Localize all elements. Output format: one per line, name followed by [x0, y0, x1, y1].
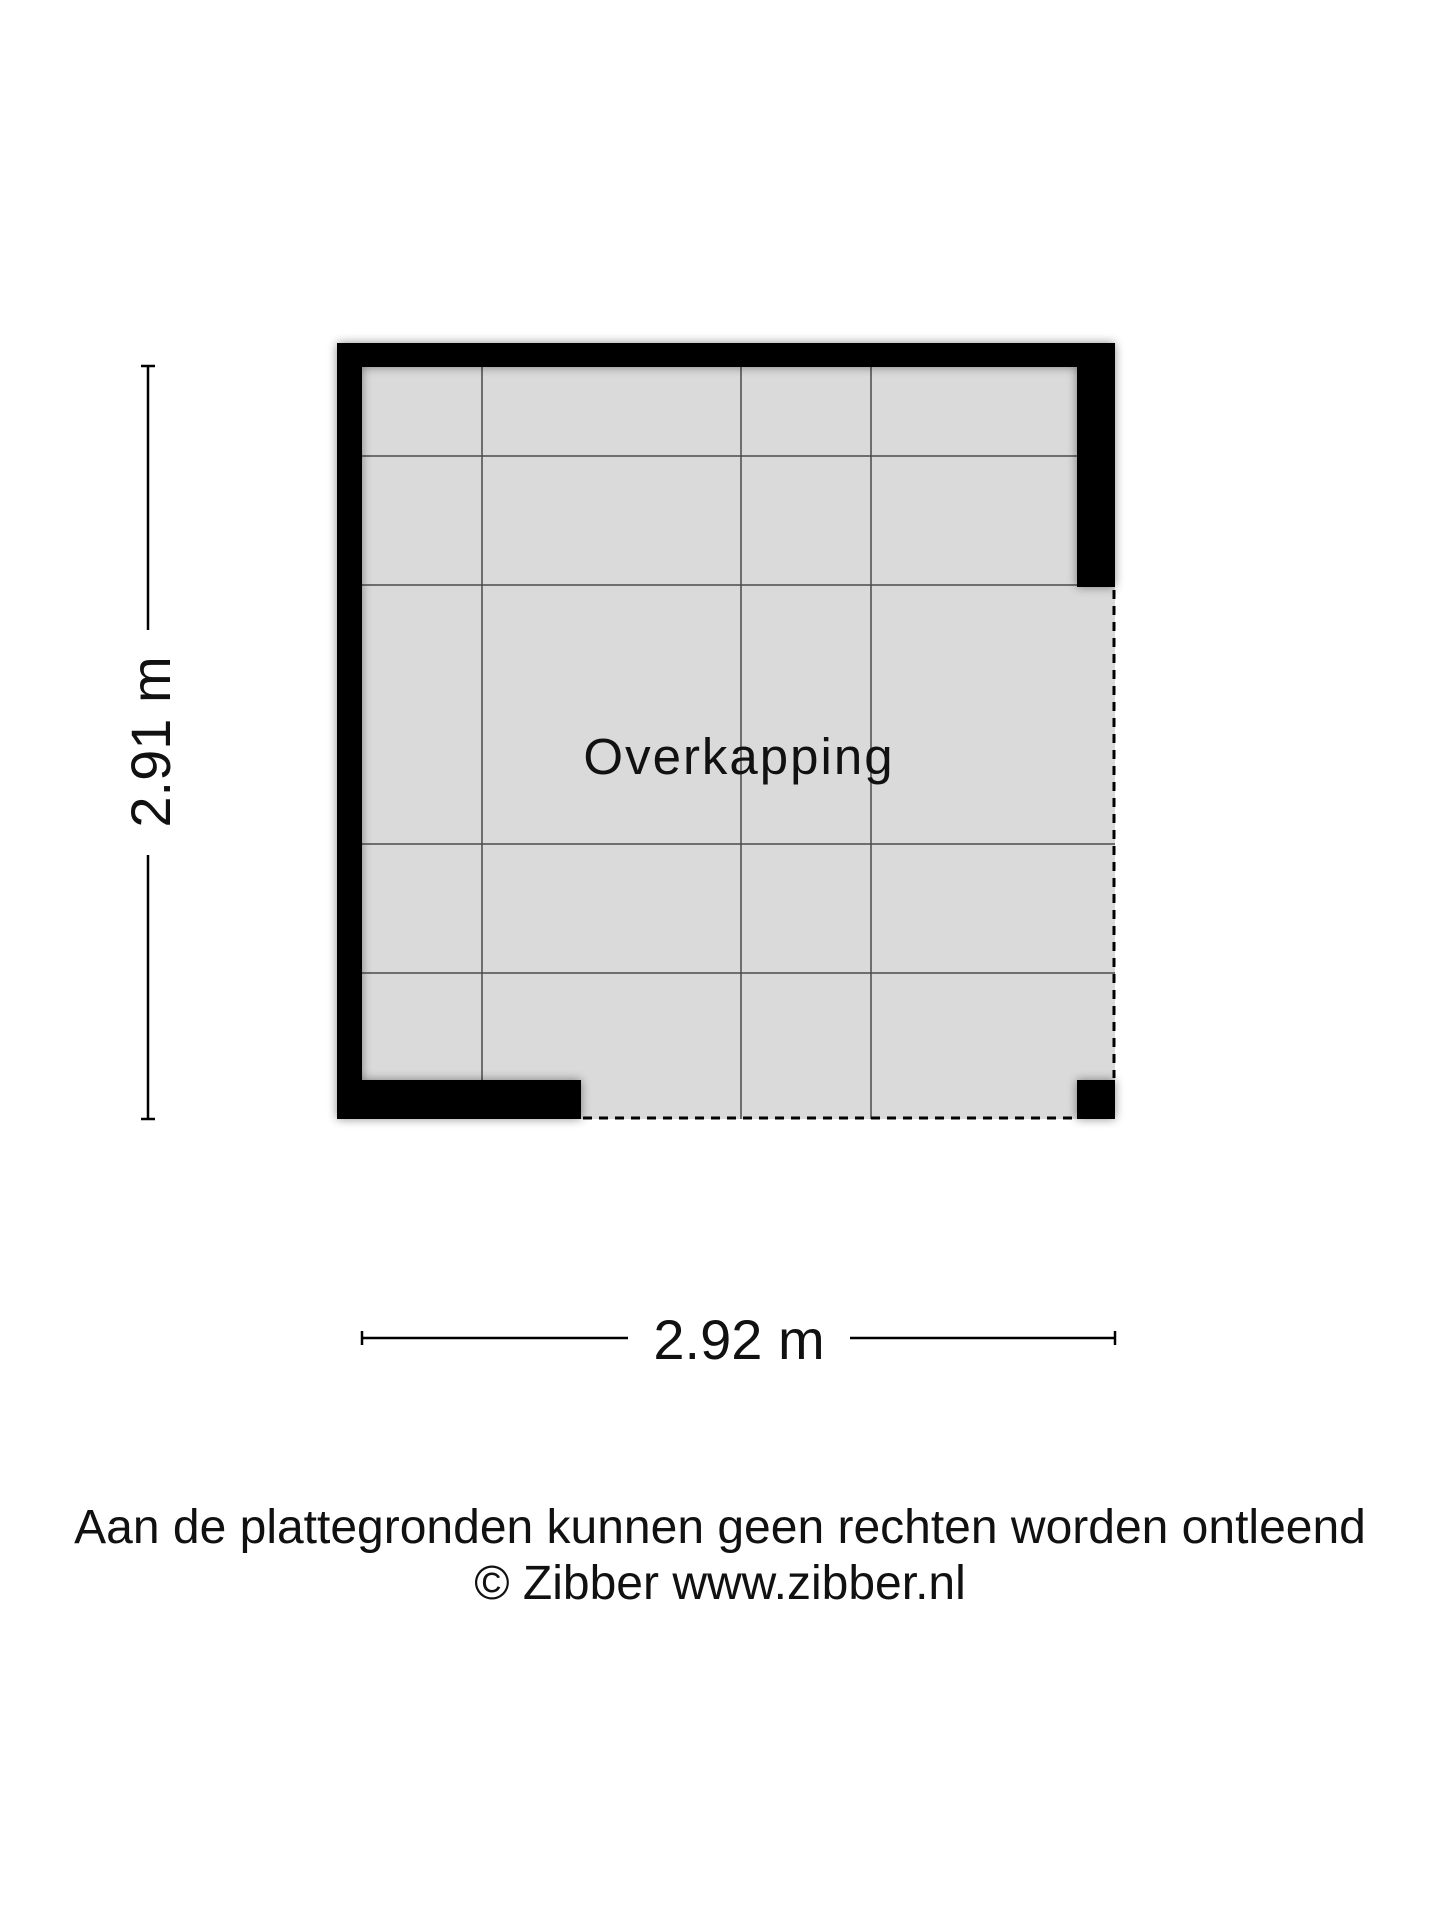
wall-right-upper [1077, 343, 1115, 587]
wall-top [337, 343, 1115, 367]
copyright-text: © Zibber www.zibber.nl [474, 1557, 966, 1610]
room-label: Overkapping [583, 728, 895, 785]
height-dimension-label: 2.91 m [119, 656, 182, 828]
pillar-bottom-right [1077, 1080, 1115, 1119]
width-dimension-label: 2.92 m [653, 1308, 825, 1371]
wall-left [337, 343, 362, 1119]
wall-bottom-left [337, 1080, 581, 1119]
disclaimer-text: Aan de plattegronden kunnen geen rechten worden ontleend [74, 1501, 1366, 1554]
